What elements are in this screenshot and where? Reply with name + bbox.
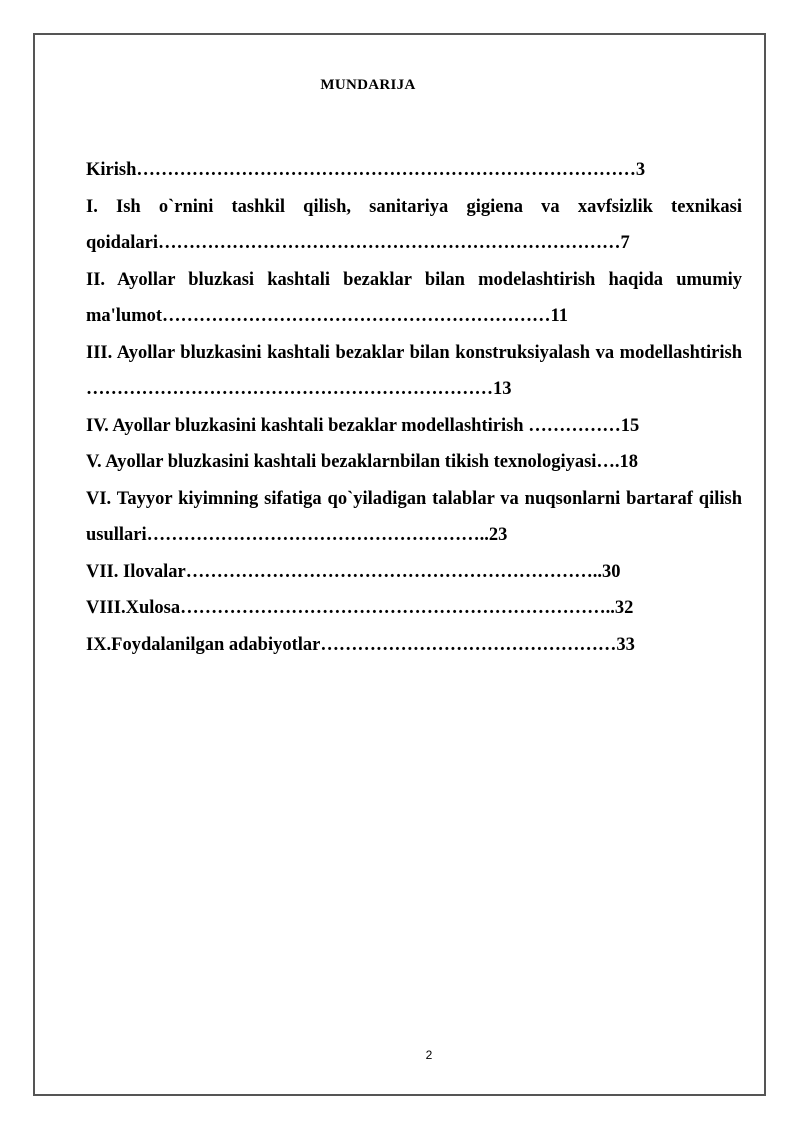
toc-entry-chapter-4: IV. Ayollar bluzkasini kashtali bezaklar modellashtirish ……………15 xyxy=(86,415,640,436)
toc-entry-chapter-1: I. Ish o`rnini tashkil qilish, sanitariya gigiena va xavfsizlik texnikasi qoidalari…………………………………………………………………7 xyxy=(86,196,742,253)
page-number: 2 xyxy=(425,1048,433,1062)
toc-entry-chapter-3: III. Ayollar bluzkasini kashtali bezaklar bilan konstruksiyalash va modellashtirish …………………………………………………………13 xyxy=(86,342,742,399)
toc-entry-chapter-9: IX.Foydalanilgan adabiyotlar…………………………………………33 xyxy=(86,634,635,655)
toc-entry-chapter-5: V. Ayollar bluzkasini kashtali bezaklarnbilan tikish texnologiyasi….18 xyxy=(86,452,639,472)
page-title: MUNDARIJA xyxy=(320,77,416,93)
toc-entry-chapter-6: VI. Tayyor kiyimning sifatiga qo`yiladigan talablar va nuqsonlarni bartaraf qilish usullari………………………………………………..23 xyxy=(86,488,742,545)
table-of-contents xyxy=(86,152,742,663)
toc-entry-chapter-2: II. Ayollar bluzkasi kashtali bezaklar bilan modelashtirish haqida umumiy ma'lumot………………………………………………………11 xyxy=(86,269,742,326)
toc-entry-chapter-7: VII. Ilovalar…………………………………………………………..30 xyxy=(86,561,621,582)
toc-entry-chapter-8: VIII.Xulosa……………………………………………………………..32 xyxy=(86,598,634,618)
toc-entry-introduction: Kirish………………………………………………………………………3 xyxy=(86,160,646,180)
